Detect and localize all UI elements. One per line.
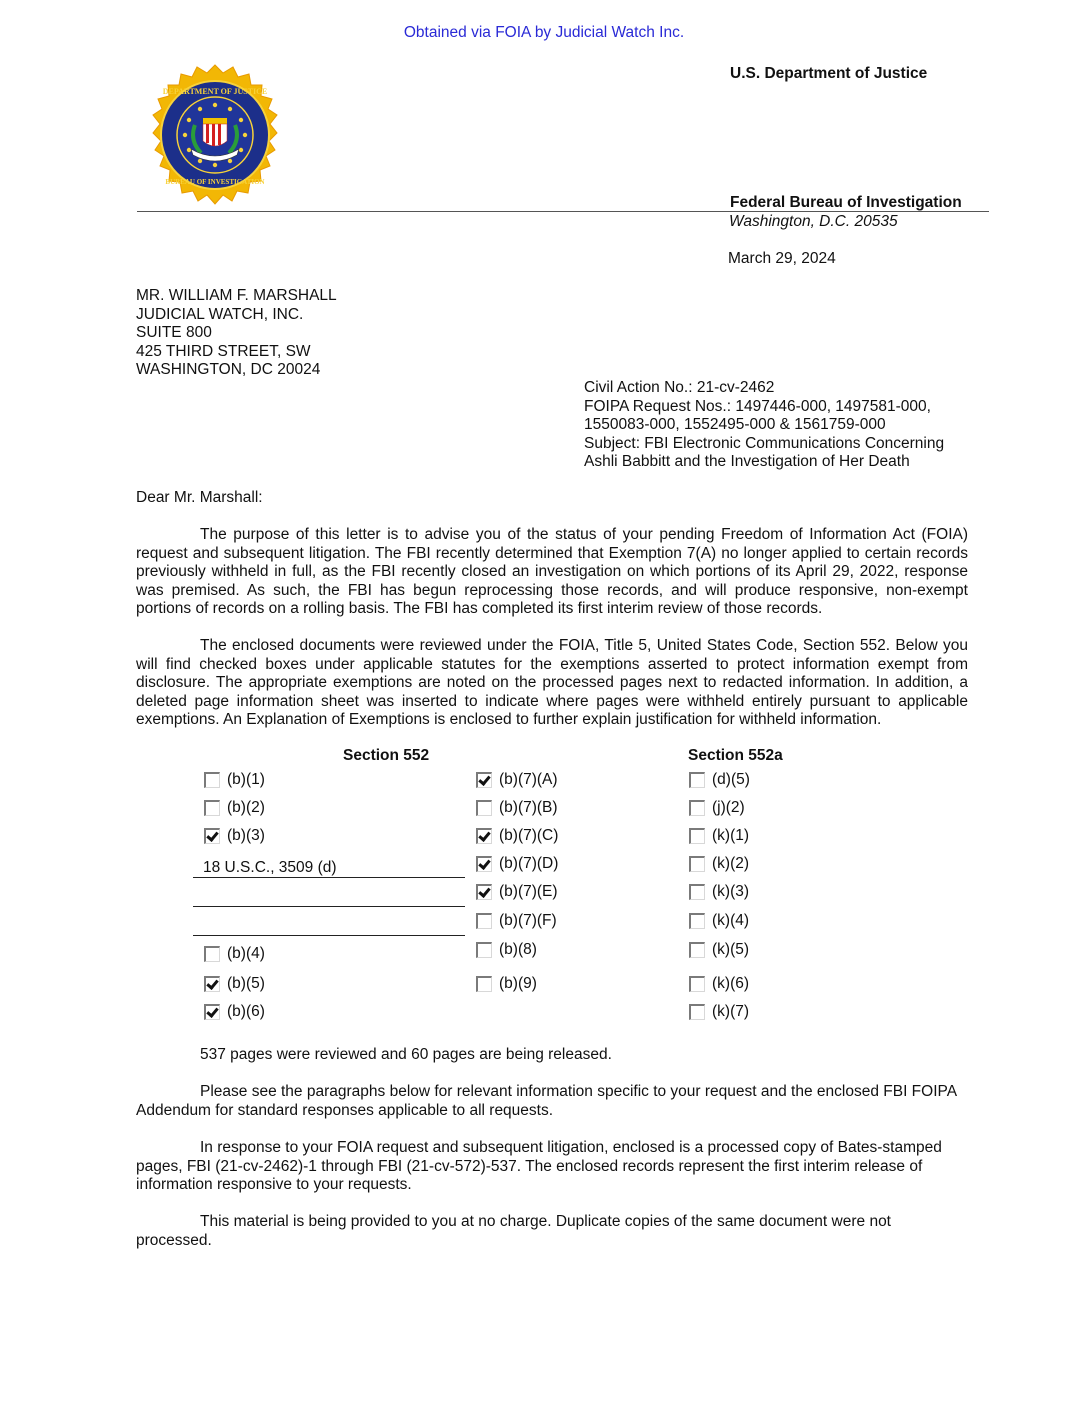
department-name: U.S. Department of Justice (730, 65, 928, 82)
recipient-address (136, 287, 337, 380)
exemption-label: (b)(3) (227, 826, 265, 844)
exemption-label: (b)(1) (227, 770, 265, 788)
statute-citation: 18 U.S.C., 3509 (d) (203, 859, 337, 876)
checkbox-unchecked-icon[interactable] (476, 913, 492, 929)
exemption-label: (b)(6) (227, 1002, 265, 1020)
exemption-label: (k)(2) (712, 854, 750, 872)
checkbox-checked-icon[interactable] (476, 884, 492, 900)
exemption-label: (k)(4) (712, 911, 750, 929)
exemption-b2[interactable] (204, 798, 265, 818)
exemption-b1[interactable] (204, 770, 265, 790)
exemption-label: (b)(8) (499, 940, 537, 958)
exemption-k6[interactable] (689, 974, 749, 994)
exemption-label: (b)(4) (227, 944, 265, 962)
checkbox-checked-icon[interactable] (204, 828, 220, 844)
bureau-address: Washington, D.C. 20535 (729, 213, 898, 230)
foipa-request-numbers-cont: 1550083-000, 1552495-000 & 1561759-000 (584, 416, 886, 433)
exemption-b7c[interactable] (476, 826, 558, 846)
checkbox-unchecked-icon[interactable] (476, 976, 492, 992)
exemption-b7f[interactable] (476, 911, 557, 931)
checkbox-unchecked-icon[interactable] (689, 1004, 705, 1020)
exemption-k3[interactable] (689, 882, 749, 902)
checkbox-unchecked-icon[interactable] (689, 828, 705, 844)
exemption-label: (b)(7)(E) (499, 882, 558, 900)
exemption-b9[interactable] (476, 974, 537, 994)
statute-line-2 (193, 906, 465, 907)
paragraph-status: The purpose of this letter is to advise you of the status of your pending Freedom of Information Act (FOIA) request and subsequent litigation. The FBI recently determined that Exemption 7(A) no longer applied to certain records previously withheld in full, as the FBI recently closed an investigation on which portions of its April 29, 2022, response was premised. As such, the FBI has begun reprocessing those records, and will produce responsive, non-exempt portions of records on a rolling basis. The FBI has completed its first interim review of those records. (136, 526, 968, 617)
foia-watermark: Obtained via FOIA by Judicial Watch Inc. (403, 24, 685, 41)
exemption-k1[interactable] (689, 826, 749, 846)
checkbox-unchecked-icon[interactable] (204, 946, 220, 962)
exemption-label: (b)(2) (227, 798, 265, 816)
section-552-heading: Section 552 (343, 747, 430, 764)
exemption-label: (d)(5) (712, 770, 750, 788)
exemption-d5[interactable] (689, 770, 750, 790)
svg-text:DEPARTMENT OF JUSTICE: DEPARTMENT OF JUSTICE (162, 87, 268, 96)
letter-date: March 29, 2024 (728, 250, 836, 267)
fbi-seal-icon (144, 64, 286, 206)
exemption-label: (b)(5) (227, 974, 265, 992)
subject-line: Subject: FBI Electronic Communications Concerning (584, 434, 945, 452)
checkbox-checked-icon[interactable] (476, 828, 492, 844)
paragraph-addendum: Please see the paragraphs below for relevant information specific to your request and the enclosed FBI FOIPA Addendum for standard responses applicable to all requests. (136, 1083, 957, 1119)
checkbox-unchecked-icon[interactable] (689, 800, 705, 816)
exemption-k5[interactable] (689, 940, 749, 960)
foipa-request-numbers: FOIPA Request Nos.: 1497446-000, 1497581-000, (584, 397, 931, 415)
recipient-line: 425 THIRD STREET, SW (136, 342, 311, 360)
svg-text:BUREAU OF INVESTIGATION: BUREAU OF INVESTIGATION (165, 178, 265, 186)
exemption-b7a[interactable] (476, 770, 558, 790)
checkbox-checked-icon[interactable] (204, 976, 220, 992)
checkbox-unchecked-icon[interactable] (689, 976, 705, 992)
exemption-b7b[interactable] (476, 798, 558, 818)
checkbox-unchecked-icon[interactable] (204, 800, 220, 816)
checkbox-unchecked-icon[interactable] (689, 884, 705, 900)
exemption-b8[interactable] (476, 940, 537, 960)
section-552a-heading: Section 552a (688, 747, 783, 764)
exemption-k7[interactable] (689, 1002, 749, 1022)
exemption-b7d[interactable] (476, 854, 558, 874)
checkbox-unchecked-icon[interactable] (689, 772, 705, 788)
pages-summary: 537 pages were reviewed and 60 pages are being released. (200, 1046, 612, 1063)
recipient-line: MR. WILLIAM F. MARSHALL (136, 287, 337, 304)
exemption-b3[interactable] (204, 826, 265, 846)
checkbox-checked-icon[interactable] (476, 856, 492, 872)
exemption-label: (b)(7)(C) (499, 826, 559, 844)
salutation: Dear Mr. Marshall: (136, 489, 263, 506)
exemption-b5[interactable] (204, 974, 265, 994)
checkbox-unchecked-icon[interactable] (476, 800, 492, 816)
exemption-label: (b)(7)(D) (499, 854, 559, 872)
civil-action-number: Civil Action No.: 21-cv-2462 (584, 379, 775, 396)
recipient-line: WASHINGTON, DC 20024 (136, 361, 321, 378)
exemption-b6[interactable] (204, 1002, 265, 1022)
statute-line-3 (193, 935, 465, 936)
recipient-line: JUDICIAL WATCH, INC. (136, 305, 304, 323)
exemption-label: (k)(3) (712, 882, 750, 900)
exemption-label: (k)(1) (712, 826, 750, 844)
exemption-label: (b)(9) (499, 974, 537, 992)
checkbox-unchecked-icon[interactable] (476, 942, 492, 958)
statute-line-1 (193, 877, 465, 878)
exemption-label: (k)(6) (712, 974, 750, 992)
paragraph-release-details: In response to your FOIA request and subsequent litigation, enclosed is a processed copy of Bates-stamped pages, FBI (21-cv-2462)-1 through FBI (21-cv-572)-537. The enclosed records represent the first interim release of information responsive to your requests. (136, 1139, 942, 1193)
exemption-b7e[interactable] (476, 882, 558, 902)
exemption-label: (j)(2) (712, 798, 745, 816)
exemption-label: (b)(7)(B) (499, 798, 558, 816)
checkbox-unchecked-icon[interactable] (689, 913, 705, 929)
letterhead-divider (137, 211, 989, 212)
exemption-k4[interactable] (689, 911, 749, 931)
checkbox-unchecked-icon[interactable] (689, 856, 705, 872)
checkbox-checked-icon[interactable] (476, 772, 492, 788)
exemption-b4[interactable] (204, 944, 265, 964)
checkbox-checked-icon[interactable] (204, 1004, 220, 1020)
paragraph-exemptions-intro: The enclosed documents were reviewed under the FOIA, Title 5, United States Code, Section 552. Below you will find checked boxes under applicable statutes for the exemptions asserted to protect information exempt from disclosure. The appropriate exemptions are noted on the processed pages next to redacted information. In addition, a deleted page information sheet was inserted to indicate where pages were withheld entirely pursuant to applicable exemptions. An Explanation of Exemptions is enclosed to further explain justification for withheld information. (136, 637, 968, 728)
exemption-j2[interactable] (689, 798, 745, 818)
reference-block (584, 379, 944, 472)
checkbox-unchecked-icon[interactable] (204, 772, 220, 788)
bureau-name: Federal Bureau of Investigation (730, 194, 962, 211)
subject-line-cont: Ashli Babbitt and the Investigation of Her Death (584, 453, 910, 470)
recipient-line: SUITE 800 (136, 324, 212, 341)
exemption-label: (b)(7)(F) (499, 911, 557, 929)
checkbox-unchecked-icon[interactable] (689, 942, 705, 958)
paragraph-no-charge: This material is being provided to you at no charge. Duplicate copies of the same document were not processed. (136, 1213, 891, 1249)
exemption-label: (b)(7)(A) (499, 770, 558, 788)
exemption-k2[interactable] (689, 854, 749, 874)
exemption-label: (k)(7) (712, 1002, 750, 1020)
exemption-label: (k)(5) (712, 940, 750, 958)
